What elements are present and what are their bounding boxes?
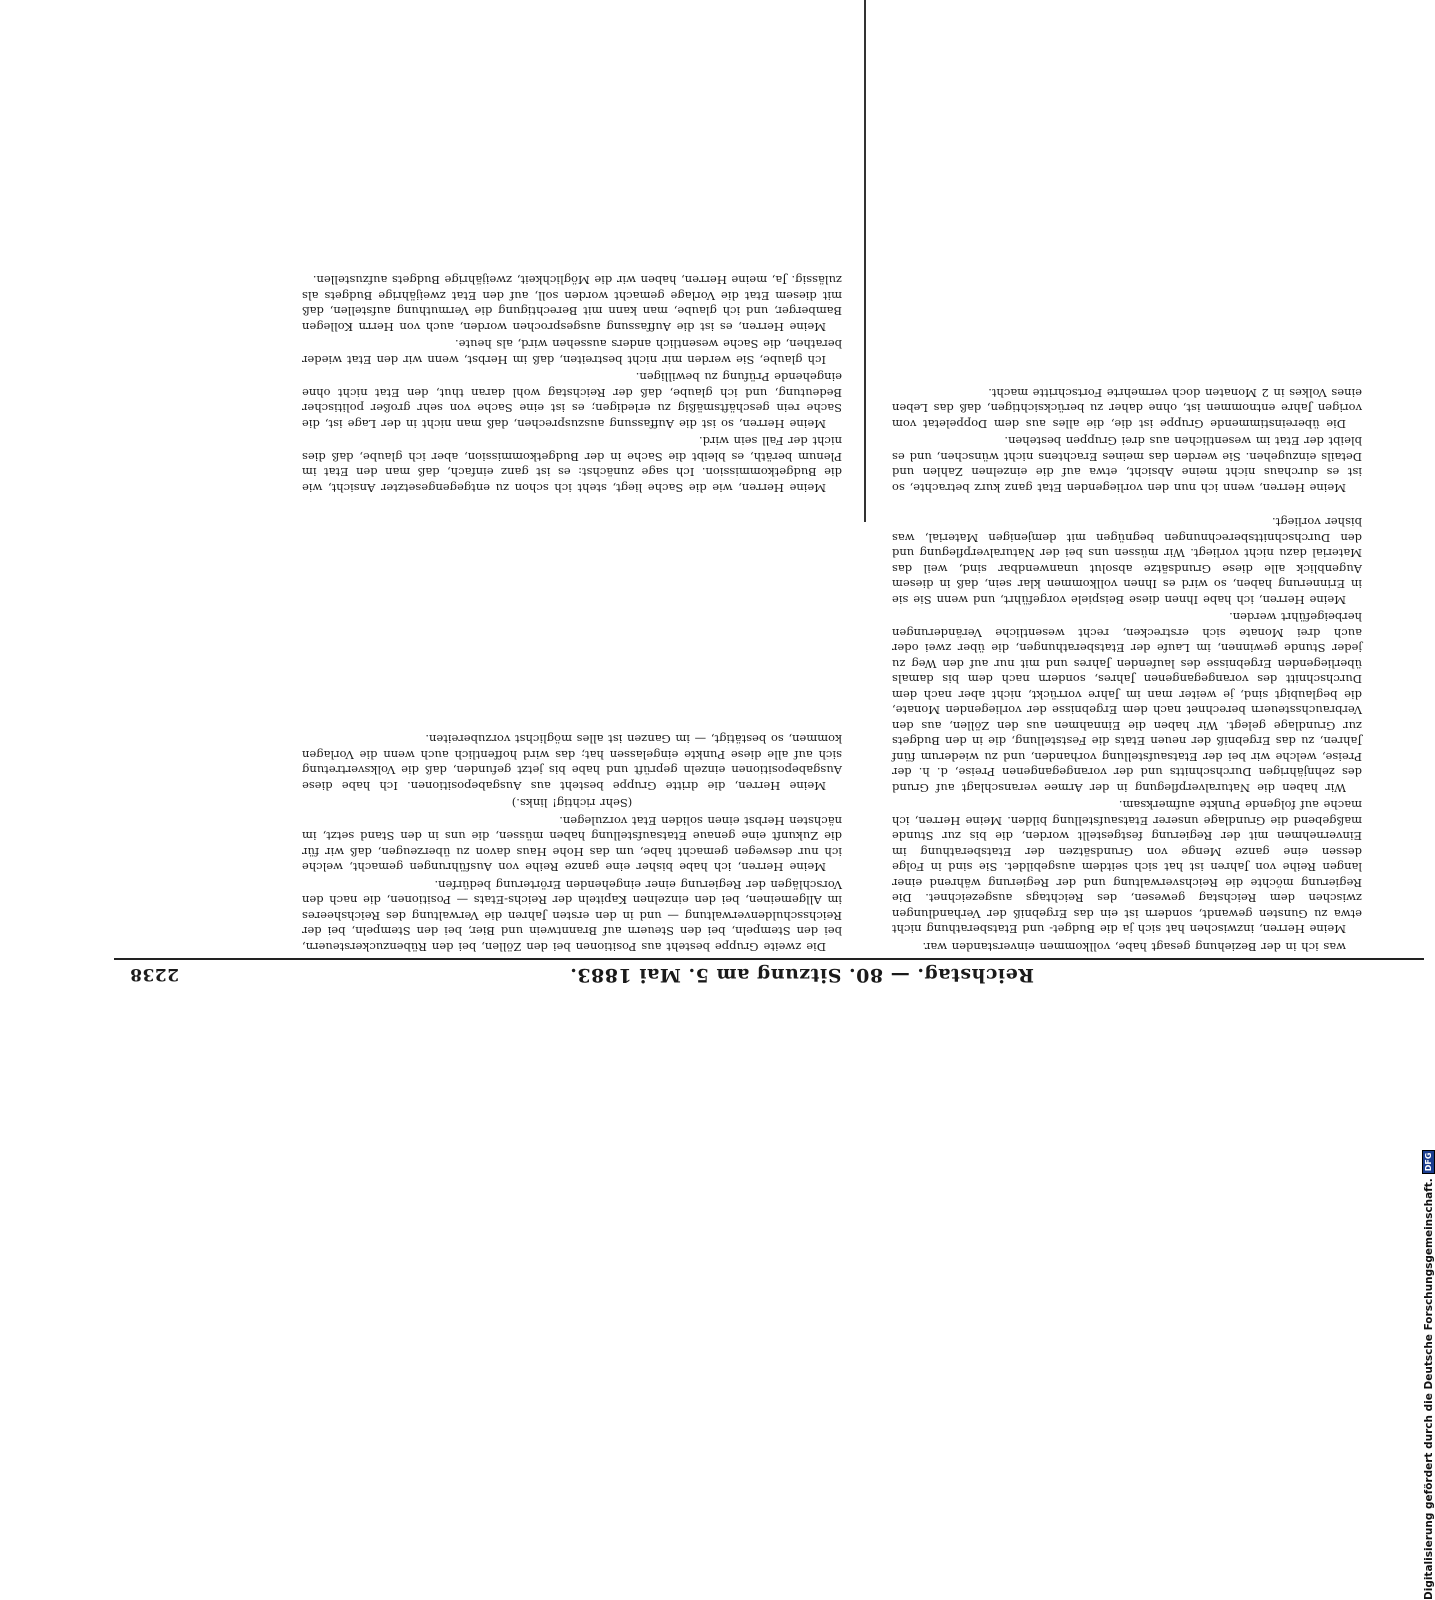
paragraph: Meine Herren, ich habe Ihnen diese Beispiele vorgeführt, und wenn Sie sie in Erinnerung haben, so wird es Ihnen vollkommen klar sein, daß in diesem Augenblick alle diese Grundsätze absolut unanwendbar sind, weil das Material dazu nicht vorliegt. Wir müssen uns bei der Naturalverpflegung und den Durchschnittsberechnungen begnügen mit demjenigen Material, was bisher vorliegt.	[892, 515, 1362, 607]
dfg-note-text: Digitalisierung gefördert durch die Deutsche Forschungsgemeinschaft.	[1422, 1178, 1434, 1600]
column-right-bottom	[302, 65, 842, 495]
paragraph: Wir haben die Naturalverpflegung in der Armee veranschlagt auf Grund des zehnjährigen Durchschnitts und der vorangegangenen Preise, d. h. der Preise, welche wir bei der Etatsaufstellung vorhanden, und zu wiederum fünf Jahren, zu das Ergebniß der neuen Etats die Feststellung, die in den Budgets zur Grundlage gelegt. Wir haben die Einnahmen aus den Zöllen, aus den Verbrauchssteuern berechnet nach dem Ergebnisse der vorliegenden Monate, die beglaubigt sind, je weiter man im Jahre vorrückt, nicht aber nach dem Durchschnitt des vorangegangenen Jahres, sondern nach dem bis damals überliegenden Ergebnisse des laufenden Jahres und mit nur auf den Weg zu jeder Stunde gewinnen, im Laufe der Etatsberathungen, die über zwei oder auch drei Monate sich erstrecken, recht wesentliche Veränderungen herbeigeführt werden.	[892, 610, 1362, 795]
paragraph: was ich in der Beziehung gesagt habe, vollkommen einverstanden war.	[922, 940, 1346, 954]
paragraph: Meine Herren, es ist die Auffassung ausgesprochen worden, auch von Herrn Kollegen Bamberger, und ich glaube, man kann mit Berechtigung die Vermuthung aufstellen, daß mit diesem Etat die Vorlage gemacht worden soll, auf den Etat zweijährige Budgets als zulässig. Ja, meine Herren, haben wir die Möglichkeit, zweijährige Budgets aufzustellen.	[302, 273, 842, 334]
interjection: (Sehr richtig! links.)	[511, 796, 633, 811]
paragraph: Meine Herren, wie die Sache liegt, steht ich schon zu entgegengesetzter Ansicht, wie die Budgetkommission. Ich sage zunächst: es ist ganz einfach, daß man den Etat im Plenum beräth, es bleibt die Sache in der Budgetkommission, aber ich glaube, daß dies nicht der Fall sein wird.	[302, 434, 842, 495]
column-divider	[864, 0, 866, 522]
paragraph: Ich glaube, Sie werden mir nicht bestreiten, daß im Herbst, wenn wir den Etat wieder berathen, die Sache wesentlich anders aussehen wird, als heute.	[302, 337, 842, 367]
header-rule	[114, 958, 1424, 960]
page-title: Reichstag. — 80. Sitzung am 5. Mai 1883.	[569, 964, 1034, 986]
paragraph: Meine Herren, so ist die Auffassung auszusprechen, daß man nicht in der Lage ist, die Sache rein geschäftsmäßig zu erledigen; es ist eine Sache von sehr großer politischer Bedeutung, und ich glaube, daß der Reichstag wohl daran thut, den Etat nicht ohne eingehende Prüfung zu bewilligen.	[302, 370, 842, 431]
paragraph: Meine Herren, ich habe bisher eine ganze Reihe von Ausführungen gemacht, welche ich nur deswegen gemacht habe, um das Hohe Haus davon zu überzeugen, daß wir für die Zukunft eine genaue Etatsaufstellung haben müssen, die uns in den Stand setzt, im nächsten Herbst einen soliden Etat vorzulegen.	[302, 814, 842, 875]
paragraph: Die übereinstimmende Gruppe ist die, die alles aus dem Doppeletat vom vorigen Jahre entnommen ist, ohne daher zu berücksichtigen, daß das Leben eines Volkes in 2 Monaten doch vermehrte Fortschritte macht.	[892, 386, 1362, 431]
paragraph: Meine Herren, die dritte Gruppe besteht aus Ausgabepositionen. Ich habe diese Ausgabepositionen einzeln geprüft und habe bis jetzt gefunden, daß die Volksvertretung sich auf alle diese Punkte eingelassen hat; das wird hoffentlich auch wenn die Vorlagen kommen, so bestätigt, — im Ganzen ist alles möglichst vorzubereiten.	[302, 732, 842, 793]
page-number: 2238	[129, 964, 179, 984]
sidebar-note	[1422, 1152, 1435, 1600]
paragraph: Die zweite Gruppe besteht aus Positionen bei den Zöllen, bei den Rübenzuckersteuern, bei den Stempeln, bei den Steuern auf Branntwein und Bier, bei den Stempeln, bei der Reichsschuldenverwaltung — und in den ersten Jahren die Verwaltung des Reichsheeres im Allgemeinen, bei den einzelnen Kapiteln der Reichs-Etats — Positionen, die nach den Vorschlägen der Regierung einer eingehenden Erörterung bedürfen.	[302, 878, 842, 954]
page-header	[114, 960, 1424, 990]
sidebar	[1420, 604, 1434, 1600]
column-left-top	[892, 514, 1362, 954]
paragraph: Meine Herren, wenn ich nun den vorliegenden Etat ganz kurz betrachte, so ist es durchaus nicht meine Absicht, etwa auf die einzelnen Zahlen und Details einzugehen. Sie werden das meines Erachtens nicht wünschen, und es bleibt der Etat im wesentlichen aus drei Gruppen bestehen.	[892, 434, 1362, 495]
paragraph: Meine Herren, inzwischen hat sich ja die Budget- und Etatsberathung nicht etwa zu Gunsten gewandt, sondern ist ein das Ergebniß der Verhandlungen zwischen dem Reichstag gewesen, des Reichtags ausgezeichnet. Die Regierung möchte die Reichsverwaltung und der Regierung während einer langen Reihe von Jahren ist hat sich seitdem ausgebildet. Sie sind in Folge dessen eine ganze Menge von Grundsätzen der Etatsberathung im Einvernehmen mit der Regierung festgestellt worden, die bis zur Stunde maßgebend die Grundlage unserer Etatsaufstellung bilden. Meine Herren, ich mache auf folgende Punkte aufmerksam.	[892, 798, 1362, 937]
column-left-bottom	[892, 25, 1362, 495]
column-right-top	[302, 514, 842, 954]
dfg-logo: DFG	[1422, 1150, 1435, 1175]
